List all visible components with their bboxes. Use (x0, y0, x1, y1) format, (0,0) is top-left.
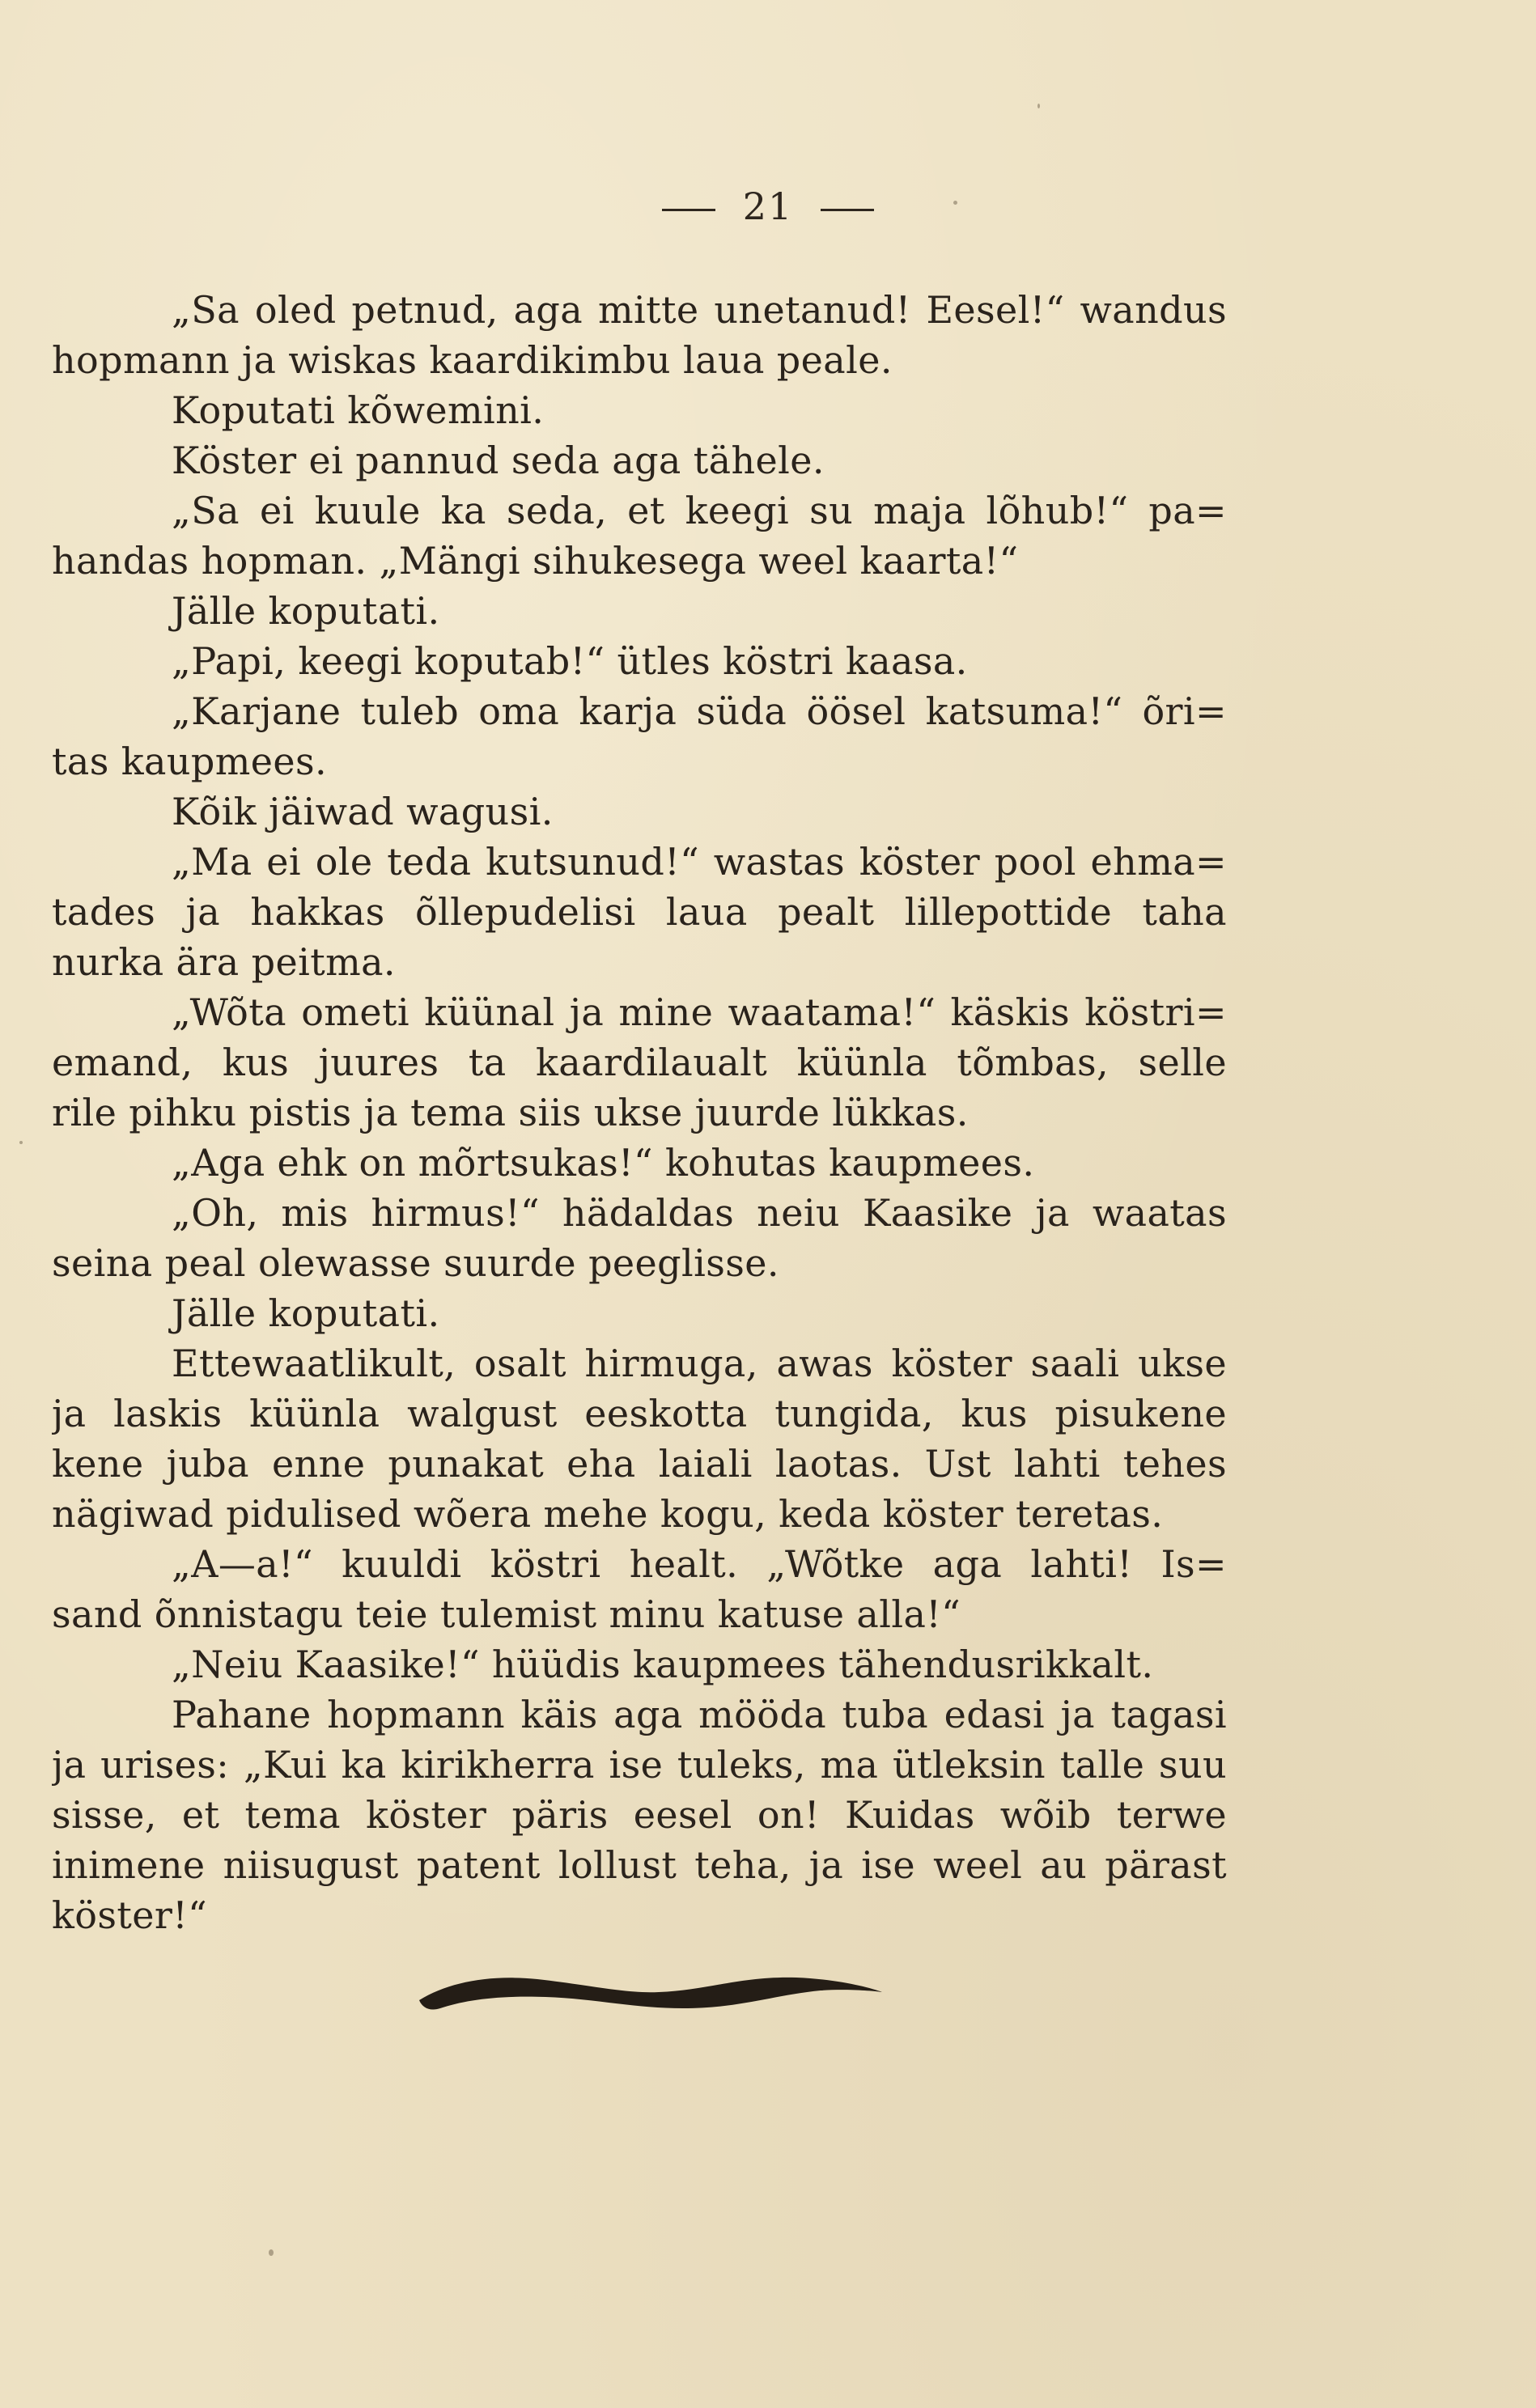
text-line: inimene niisugust patent lollust teha, ja ise weel au pärast (52, 1843, 1227, 1887)
text-line: tades ja hakkas õllepudelisi laua pealt lillepottide taha (52, 890, 1227, 934)
text-line: „Neiu Kaasike!“ hüüdis kaupmees tähendusrikkalt. (172, 1643, 1154, 1686)
text-line: „Karjane tuleb oma karja süda öösel katsuma!“ õri= (172, 689, 1227, 733)
text-line: Kõik jäiwad wagusi. (172, 790, 554, 833)
text-line: rile pihku pistis ja tema siis ukse juurde lükkas. (52, 1091, 969, 1134)
text-line: Pahane hopmann käis aga mööda tuba edasi ja tagasi (172, 1693, 1227, 1736)
left-dash-rule (662, 209, 715, 211)
body-text (52, 285, 1227, 1940)
text-line: köster!“ (52, 1893, 208, 1937)
text-line: seina peal olewasse suurde peeglisse. (52, 1241, 779, 1285)
text-line: „Aga ehk on mõrtsukas!“ kohutas kaupmees. (172, 1141, 1035, 1185)
text-line: ja urises: „Kui ka kirikherra ise tuleks, ma ütleksin talle suu (52, 1743, 1227, 1787)
text-line: sand õnnistagu teie tulemist minu katuse alla!“ (52, 1592, 961, 1636)
text-line: kene juba enne punakat eha laiali laotas. Ust lahti tehes (52, 1442, 1227, 1486)
text-line: nurka ära peitma. (52, 940, 396, 984)
text-line: Koputati kõwemini. (172, 388, 545, 432)
speck (19, 1141, 23, 1144)
text-line: „Sa oled petnud, aga mitte unetanud! Eesel!“ wandus (172, 288, 1227, 332)
text-line: handas hopman. „Mängi sihukesega weel kaarta!“ (52, 539, 1019, 583)
text-line: Jälle koputati. (172, 1291, 440, 1335)
speck (953, 201, 957, 205)
page-number: 21 (742, 184, 794, 228)
text-line: sisse, et tema köster päris eesel on! Kuidas wõib terwe (52, 1793, 1227, 1837)
right-dash-rule (821, 209, 874, 211)
text-line: emand, kus juures ta kaardilaualt küünla tõmbas, selle (52, 1041, 1227, 1084)
end-ornament-swash (416, 1958, 885, 2023)
text-line: Köster ei pannud seda aga tähele. (172, 439, 825, 482)
text-line: ja laskis küünla walgust eeskotta tungida, kus pisukene (52, 1392, 1227, 1435)
text-line: „Papi, keegi koputab!“ ütles köstri kaasa. (172, 639, 968, 683)
text-line: „Ma ei ole teda kutsunud!“ wastas köster pool ehma= (172, 840, 1227, 884)
speck (269, 2249, 274, 2256)
text-line: Jälle koputati. (172, 589, 440, 633)
text-line: „A—a!“ kuuldi köstri healt. „Wõtke aga lahti! Is= (172, 1542, 1227, 1586)
text-line: Ettewaatlikult, osalt hirmuga, awas köster saali ukse (172, 1342, 1227, 1385)
speck (1037, 104, 1040, 108)
text-line: „Oh, mis hirmus!“ hädaldas neiu Kaasike ja waatas (172, 1191, 1227, 1235)
text-line: „Sa ei kuule ka seda, et keegi su maja lõhub!“ pa= (172, 489, 1227, 532)
text-line: tas kaupmees. (52, 740, 328, 783)
text-line: nägiwad pidulised wõera mehe kogu, keda köster teretas. (52, 1492, 1164, 1536)
page-number-header (0, 184, 1536, 228)
text-line: hopmann ja wiskas kaardikimbu laua peale. (52, 338, 893, 382)
text-line: „Wõta ometi küünal ja mine waatama!“ käskis köstri= (172, 990, 1227, 1034)
